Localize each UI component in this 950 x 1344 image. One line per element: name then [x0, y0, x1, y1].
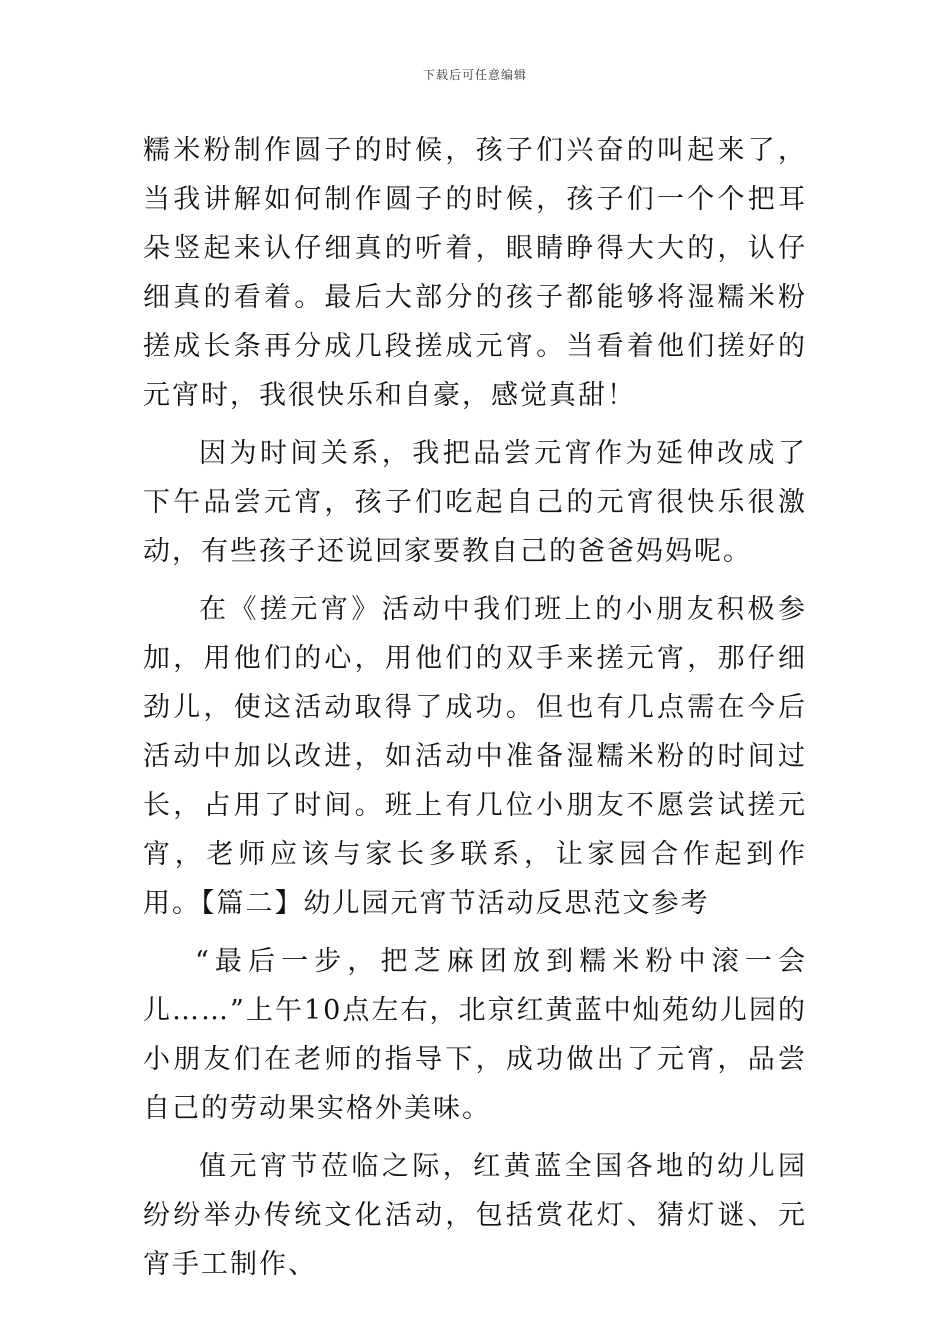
- header-note: 下载后可任意编辑: [422, 68, 527, 82]
- paragraph-1: 糯米粉制作圆子的时候，孩子们兴奋的叫起来了，当我讲解如何制作圆子的时候，孩子们一个个把耳朵竖起来认仔细真的听着，眼睛睁得大大的，认仔细真的看着。最后大部分的孩子都能够将湿糯米粉搓成长条再分成几段搓成元宵。当看着他们搓好的元宵时，我很快乐和自豪，感觉真甜！: [143, 135, 807, 411]
- paragraph-2: 因为时间关系，我把品尝元宵作为延伸改成了下午品尝元宵，孩子们吃起自己的元宵很快乐很激动，有些孩子还说回家要教自己的爸爸妈妈呢。: [143, 438, 807, 567]
- paragraph-5: 值元宵节莅临之际，红黄蓝全国各地的幼儿园纷纷举办传统文化活动，包括赏花灯、猜灯谜、元宵手工制作、: [143, 1151, 807, 1280]
- paragraph-4: “最后一步，把芝麻团放到糯米粉中滚一会儿……”上午10点左右，北京红黄蓝中灿苑幼儿园的小朋友们在老师的指导下，成功做出了元宵，品尝自己的劳动果实格外美味。: [143, 946, 807, 1124]
- body-text: [143, 126, 807, 1298]
- paragraph-3: 在《搓元宵》活动中我们班上的小朋友积极参加，用他们的心，用他们的双手来搓元宵，那仔细劲儿，使这活动取得了成功。但也有几点需在今后活动中加以改进，如活动中准备湿糯米粉的时间过长，占用了时间。班上有几位小朋友不愿尝试搓元宵，老师应该与家长多联系，让家园合作起到作用。【篇二】幼儿园元宵节活动反思范文参考: [143, 594, 807, 919]
